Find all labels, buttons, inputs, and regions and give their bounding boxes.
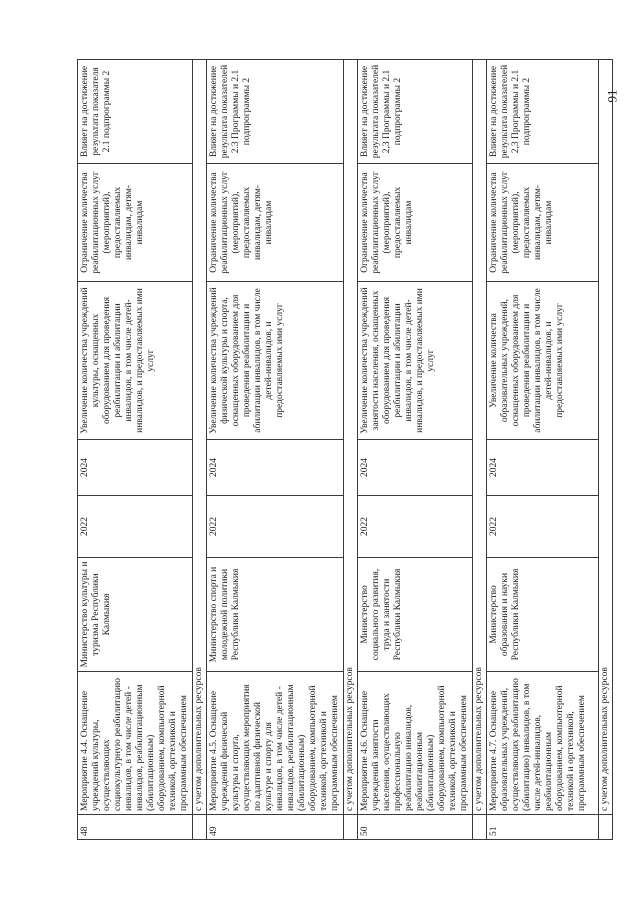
page-number: 91	[604, 89, 620, 103]
rotated-table-sheet	[77, 60, 610, 840]
non-implementation-consequence: Ограничение количества реабилитационных услуг (мероприятий), предоставляемых инвалидам	[358, 164, 473, 282]
start-year: 2022	[78, 496, 193, 558]
measure-name: Мероприятие 4.7. Оснащение образовательных учреждений, осуществляющих реабилитацию (абилитацию) инвалидов, в том числе детей-инвалидов, реабилитационным оборудованием, компьютерной техникой и оргтехникой, программным обеспечением	[487, 672, 599, 815]
expected-result: Увеличение количества образовательных учреждений, оснащенных оборудованием для проведения реабилитации и абилитации инвалидов, в том числе детей-инвалидов, и предоставляемых ими услуг	[487, 282, 599, 440]
indicator-impact: Влияет на достижение результата показателей 2,3 Программы и 2.1 подпрограммы 2	[358, 60, 473, 164]
row-number: 49	[207, 815, 344, 840]
start-year: 2022	[207, 496, 344, 558]
table-row	[78, 60, 193, 840]
additional-resources-note: с учетом дополнительных ресурсов	[193, 60, 207, 815]
table-row	[207, 60, 344, 840]
row-number: 51	[487, 815, 599, 840]
measure-name: Мероприятие 4.4. Оснащение учреждений культуры, осуществляющих социокультурную реабилитацию инвалидов, в том числе детей - инвалидов, реабилитационным (абилитационным) оборудованием, компьютерной техникой, оргтехникой и программным обеспечением	[78, 672, 193, 815]
indicator-impact: Влияет на достижение результата показателей 2,3 Программы и 2.1 подпрограммы 2	[487, 60, 599, 164]
indicator-impact: Влияет на достижение результата показателя 2.1 подпрограммы 2	[78, 60, 193, 164]
non-implementation-consequence: Ограничение количества реабилитационных услуг (мероприятий), предоставляемых инвалидам, детям-инвалидам	[78, 164, 193, 282]
executor: Министерство культуры и туризма Республики Калмыкия	[78, 558, 193, 672]
table-row-footer	[599, 60, 613, 840]
table-row-footer	[193, 60, 207, 840]
end-year: 2024	[358, 440, 473, 496]
table-row-footer	[344, 60, 358, 840]
additional-resources-note: с учетом дополнительных ресурсов	[344, 60, 358, 815]
measures-table	[77, 59, 613, 840]
row-number: 50	[358, 815, 473, 840]
non-implementation-consequence: Ограничение количества реабилитационных услуг (мероприятий), предоставляемых инвалидам, детям-инвалидам	[487, 164, 599, 282]
additional-resources-note: с учетом дополнительных ресурсов	[473, 60, 487, 815]
executor: Министерство спорта и молодежной политики Республики Калмыкия	[207, 558, 344, 672]
additional-resources-note: с учетом дополнительных ресурсов	[599, 60, 613, 815]
table-row	[487, 60, 599, 840]
expected-result: Увеличение количества учреждений занятости населения, оснащенных оборудованием для проведения реабилитации и абилитации инвалидов, в том числе детей-инвалидов, и предоставляемых ими услуг	[358, 282, 473, 440]
measure-name: Мероприятие 4.5. Оснащение учреждений физической культуры и спорта, осуществляющих мероприятия по адаптивной физической культуре и спорту для инвалидов, в том числе детей - инвалидов, реабилитационным (абилитационным) оборудованием, компьютерной техникой, оргтехникой и программным обеспечением	[207, 672, 344, 815]
start-year: 2022	[358, 496, 473, 558]
table-row-footer	[473, 60, 487, 840]
expected-result: Увеличение количества учреждений культуры, оснащенных оборудованием для проведения реабилитации и абилитации инвалидов, в том числе детей-инвалидов, и предоставляемых ими услуг	[78, 282, 193, 440]
row-number: 48	[78, 815, 193, 840]
indicator-impact: Влияет на достижение результата показателей 2.3 Программы и 2.1 подпрограммы 2	[207, 60, 344, 164]
executor: Министерство социального развития, труда и занятости Республики Калмыкия	[358, 558, 473, 672]
start-year: 2022	[487, 496, 599, 558]
table-row	[358, 60, 473, 840]
end-year: 2024	[487, 440, 599, 496]
end-year: 2024	[207, 440, 344, 496]
expected-result: Увеличение количества учреждений физической культуры и спорта, оснащенных оборудованием для проведения реабилитации и абилитации инвалидов, в том числе детей-инвалидов, и предоставляемых ими услуг	[207, 282, 344, 440]
measure-name: Мероприятие 4.6. Оснащение учреждений занятости населения, осуществляющих профессиональную реабилитацию инвалидов, реабилитационным (абилитационным) оборудованием, компьютерной техникой, оргтехникой и программным обеспечением	[358, 672, 473, 815]
end-year: 2024	[78, 440, 193, 496]
executor: Министерство образования и науки Республики Калмыкия	[487, 558, 599, 672]
non-implementation-consequence: Ограничение количества реабилитационных услуг (мероприятий), предоставляемых инвалидам, детям-инвалидам	[207, 164, 344, 282]
